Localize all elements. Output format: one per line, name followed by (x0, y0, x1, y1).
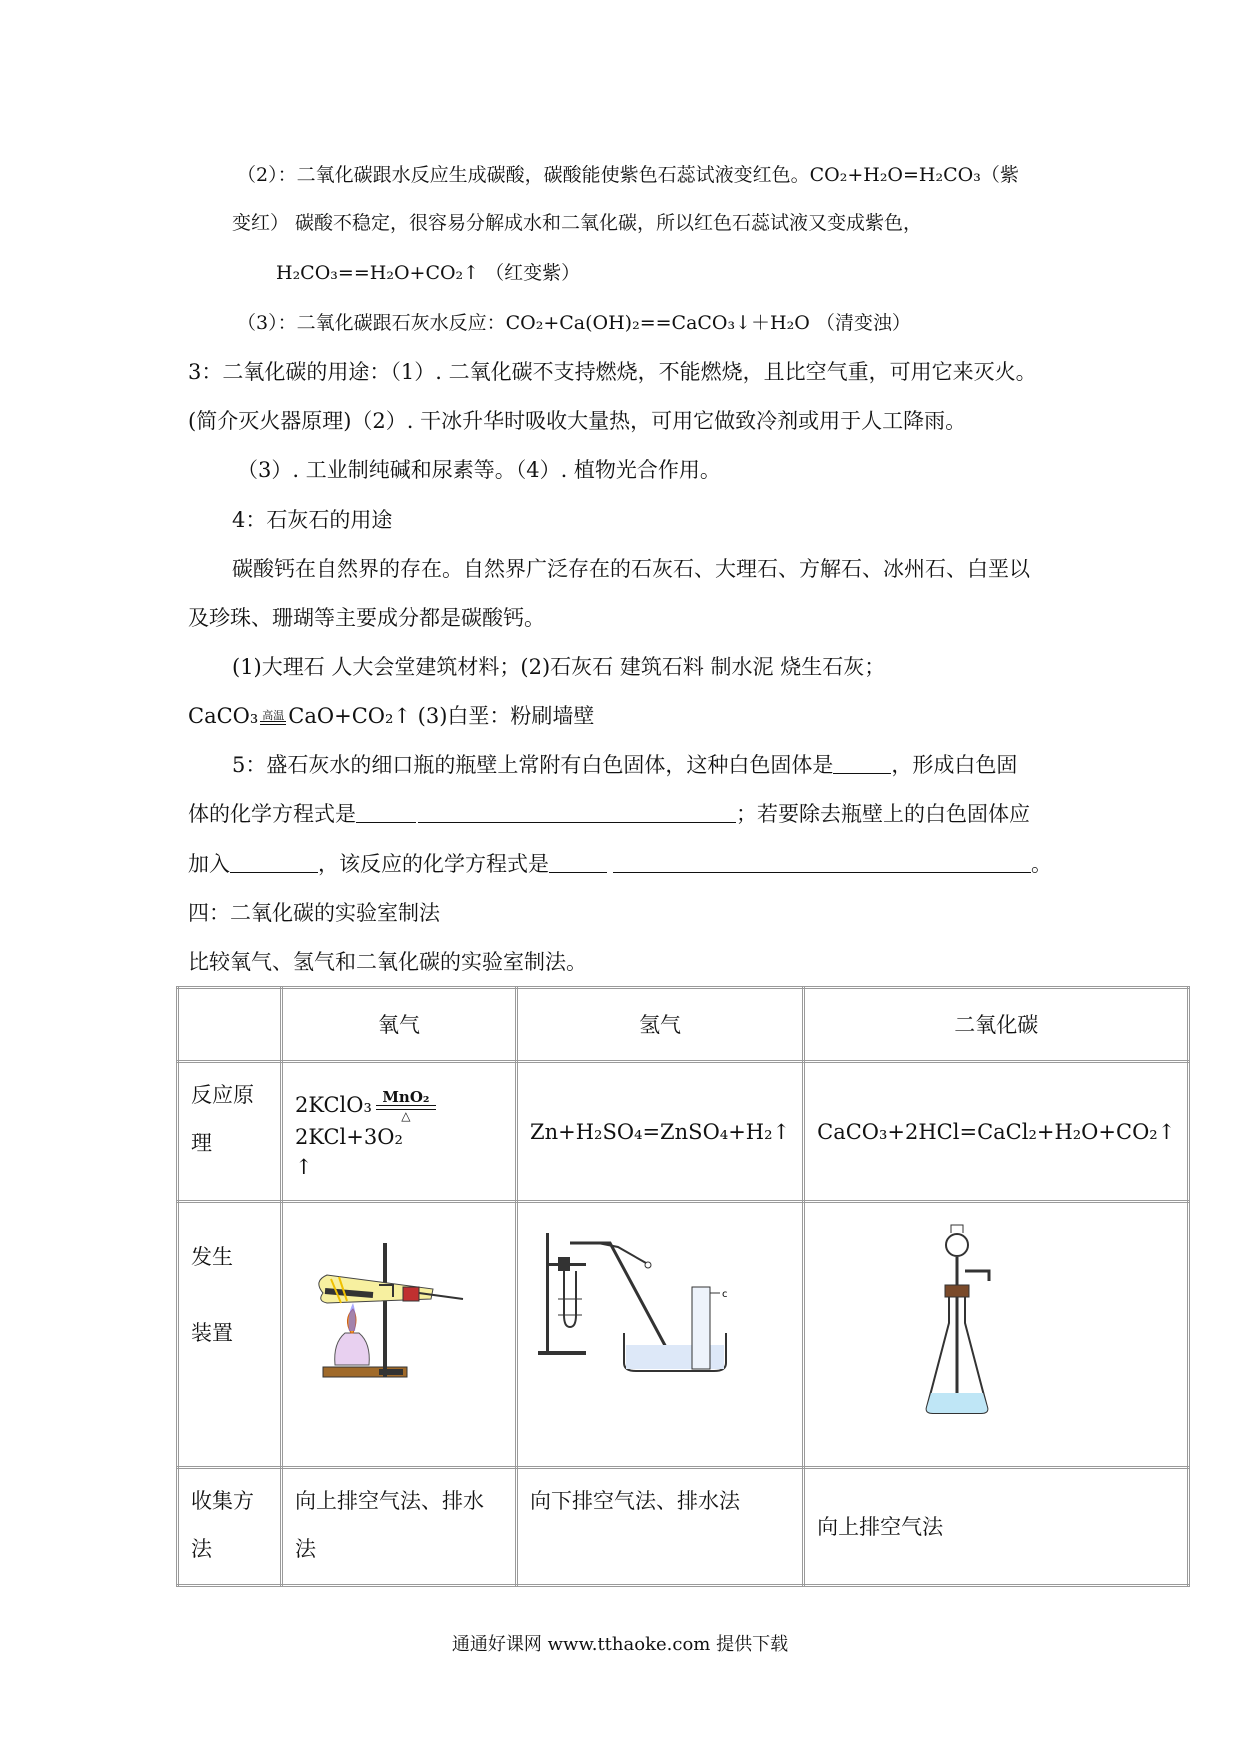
row-label-apparatus: 发生装置 (178, 1202, 282, 1468)
table-header-co2: 二氧化碳 (804, 988, 1189, 1062)
oxygen-apparatus-icon (283, 1203, 515, 1449)
text-line-10: 及珍珠、珊瑚等主要成分都是碳酸钙。 (188, 606, 545, 630)
answer-blank-4[interactable] (230, 850, 318, 873)
answer-blank-6[interactable] (613, 850, 1031, 873)
co2-apparatus-diagram (804, 1202, 1189, 1468)
question-line-1: 5：盛石灰水的细口瓶的瓶壁上常附有白色固体，这种白色固体是 ，形成白色固 (232, 753, 1018, 777)
co2-collection-method: 向上排空气法 (804, 1468, 1189, 1586)
text-line-7: （3）. 工业制纯碱和尿素等。（4）. 植物光合作用。 (237, 458, 721, 482)
text-line-17: 比较氧气、氢气和二氧化碳的实验室制法。 (188, 950, 587, 974)
answer-blank-5[interactable] (549, 850, 607, 873)
row-label-collection: 收集方法 (178, 1468, 282, 1586)
table-header-blank (178, 988, 282, 1062)
co2-apparatus-icon (805, 1203, 1105, 1449)
text-line-2: 变红） 碳酸不稳定，很容易分解成水和二氧化碳，所以红色石蕊试液又变成紫色， (232, 212, 923, 234)
question-line-2: 体的化学方程式是 ；若要除去瓶壁上的白色固体应 (188, 802, 1030, 826)
text-line-9: 碳酸钙在自然界的存在。自然界广泛存在的石灰石、大理石、方解石、冰州石、白垩以 (232, 557, 1030, 581)
text-line-4: （3）：二氧化碳跟石灰水反应：CO₂+Ca(OH)₂==CaCO₃↓＋H₂O （清变浊） (237, 312, 911, 334)
table-header-oxygen: 氧气 (282, 988, 517, 1062)
table-row-apparatus (178, 1202, 1189, 1468)
row-label-principle: 反应原理 (178, 1062, 282, 1202)
answer-blank-1[interactable] (833, 751, 891, 774)
reaction-condition: 高温 (260, 710, 286, 725)
answer-blank-3[interactable] (418, 800, 736, 823)
text-line-3: H₂CO₃==H₂O+CO₂↑ （红变紫） (276, 262, 581, 284)
table-header-row (178, 988, 1189, 1062)
question-line-3: 加入 ，该反应的化学方程式是 。 (188, 852, 1052, 876)
hydrogen-apparatus-diagram (517, 1202, 804, 1468)
text-line-6: (简介灭火器原理)（2）. 干冰升华时吸收大量热，可用它做致冷剂或用于人工降雨。 (188, 409, 967, 433)
oxygen-apparatus-diagram (282, 1202, 517, 1468)
apparatus-tag: c (722, 1289, 728, 1300)
hydrogen-equation: Zn+H₂SO₄=ZnSO₄+H₂↑ (517, 1062, 804, 1202)
oxygen-equation: 2KClO₃ MnO₂ △ 2KCl+3O₂ ↑ (282, 1062, 517, 1202)
text-line-5: 3：二氧化碳的用途：（1）. 二氧化碳不支持燃烧，不能燃烧，且比空气重，可用它来灭火。 (188, 360, 1037, 384)
oxygen-collection-method: 向上排空气法、排水法 (282, 1468, 517, 1586)
comparison-table (176, 986, 1190, 1587)
hydrogen-apparatus-icon (518, 1203, 762, 1449)
co2-equation: CaCO₃+2HCl=CaCl₂+H₂O+CO₂↑ (804, 1062, 1189, 1202)
hydrogen-collection-method: 向下排空气法、排水法 (517, 1468, 804, 1586)
text-line-12: CaCO₃ 高温 CaO+CO₂↑ (3)白垩：粉刷墙壁 (188, 704, 595, 728)
table-header-hydrogen: 氢气 (517, 988, 804, 1062)
text-line-1: （2）：二氧化碳跟水反应生成碳酸，碳酸能使紫色石蕊试液变红色。CO₂+H₂O=H₂CO₃（紫 (237, 164, 1019, 186)
table-row-collection (178, 1468, 1189, 1586)
answer-blank-2[interactable] (356, 800, 416, 823)
section-heading-limestone: 4：石灰石的用途 (232, 508, 393, 532)
table-row-principle (178, 1062, 1189, 1202)
text-line-11: (1)大理石 人大会堂建筑材料；(2)石灰石 建筑石料 制水泥 烧生石灰； (232, 655, 886, 679)
catalyst-condition: MnO₂ △ (376, 1089, 436, 1122)
page-footer: 通通好课网 www.tthaoke.com 提供下载 (451, 1634, 789, 1655)
section-heading-lab-prep: 四：二氧化碳的实验室制法 (188, 901, 440, 925)
